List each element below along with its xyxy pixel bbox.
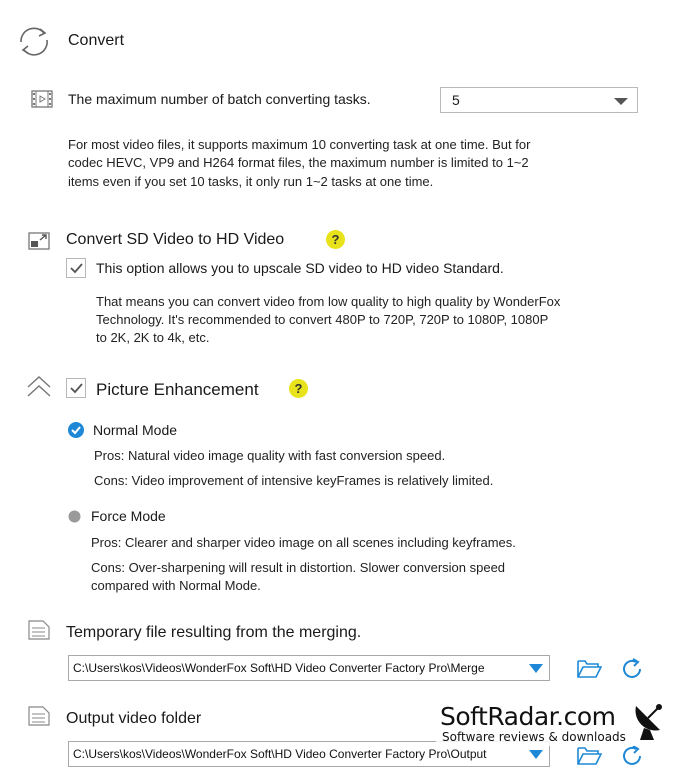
upscale-checkbox[interactable] [66,258,86,278]
normal-mode-label: Normal Mode [93,422,178,438]
batch-tasks-label: The maximum number of batch converting tasks. [68,91,371,107]
satellite-dish-icon [630,700,666,742]
enhancement-section-title: Picture Enhancement [96,380,259,399]
force-mode-radio[interactable] [68,510,81,523]
batch-note-line-2: codec HEVC, VP9 and H264 format files, the maximum number is limited to 1~2 [68,155,529,170]
temp-path-field[interactable] [68,655,550,681]
sd-hd-note-line-3: to 2K, 2K to 4k, etc. [96,330,210,345]
upscale-icon [28,232,50,250]
refresh-icon[interactable] [620,744,644,768]
output-folder-title: Output video folder [66,710,202,727]
force-mode-label: Force Mode [91,508,166,524]
temp-path-value: C:\Users\kos\Videos\WonderFox Soft\HD Video Converter Factory Pro\Merge [73,661,485,675]
document-icon [28,620,50,640]
refresh-icon[interactable] [620,657,644,681]
folder-open-icon[interactable] [576,657,602,679]
sd-hd-note-line-2: Technology. It's recommended to convert 480P to 720P, 720P to 1080P, 1080P [96,312,549,327]
chevron-down-icon[interactable] [523,656,549,680]
batch-note-line-3: items even if you set 10 tasks, it only run 1~2 tasks at one time. [68,174,434,189]
collapse-icon[interactable] [26,375,52,399]
sd-hd-note-line-1: That means you can convert video from low quality to high quality by WonderFox [96,294,561,309]
normal-mode-cons: Cons: Video improvement of intensive keyFrames is relatively limited. [94,473,494,488]
normal-mode-radio[interactable] [68,422,84,438]
batch-tasks-value: 5 [452,92,460,108]
convert-icon [13,24,55,58]
convert-section-title: Convert [68,32,125,49]
upscale-option-label: This option allows you to upscale SD video to HD video Standard. [96,260,504,276]
force-mode-cons-line-2: compared with Normal Mode. [91,578,261,593]
batch-tasks-select[interactable] [440,87,638,113]
temp-file-title: Temporary file resulting from the merging. [66,624,362,641]
output-path-value: C:\Users\kos\Videos\WonderFox Soft\HD Video Converter Factory Pro\Output [73,747,487,761]
sd-hd-section-title: Convert SD Video to HD Video [66,231,285,248]
force-mode-pros: Pros: Clearer and sharper video image on all scenes including keyframes. [91,535,516,550]
sd-hd-help-icon[interactable]: ? [326,230,345,249]
enhancement-checkbox[interactable] [66,378,86,398]
film-icon [31,89,53,109]
force-mode-cons-line-1: Cons: Over-sharpening will result in distortion. Slower conversion speed [91,560,506,575]
watermark-brand: SoftRadar.com [440,702,616,731]
chevron-down-icon [614,98,628,105]
enhancement-help-icon[interactable]: ? [289,379,308,398]
document-icon [28,706,50,726]
watermark-tagline: Software reviews & downloads [442,730,626,744]
batch-note-line-1: For most video files, it supports maximum 10 converting task at one time. But for [68,137,531,152]
normal-mode-pros: Pros: Natural video image quality with fast conversion speed. [94,448,446,463]
folder-open-icon[interactable] [576,744,602,766]
